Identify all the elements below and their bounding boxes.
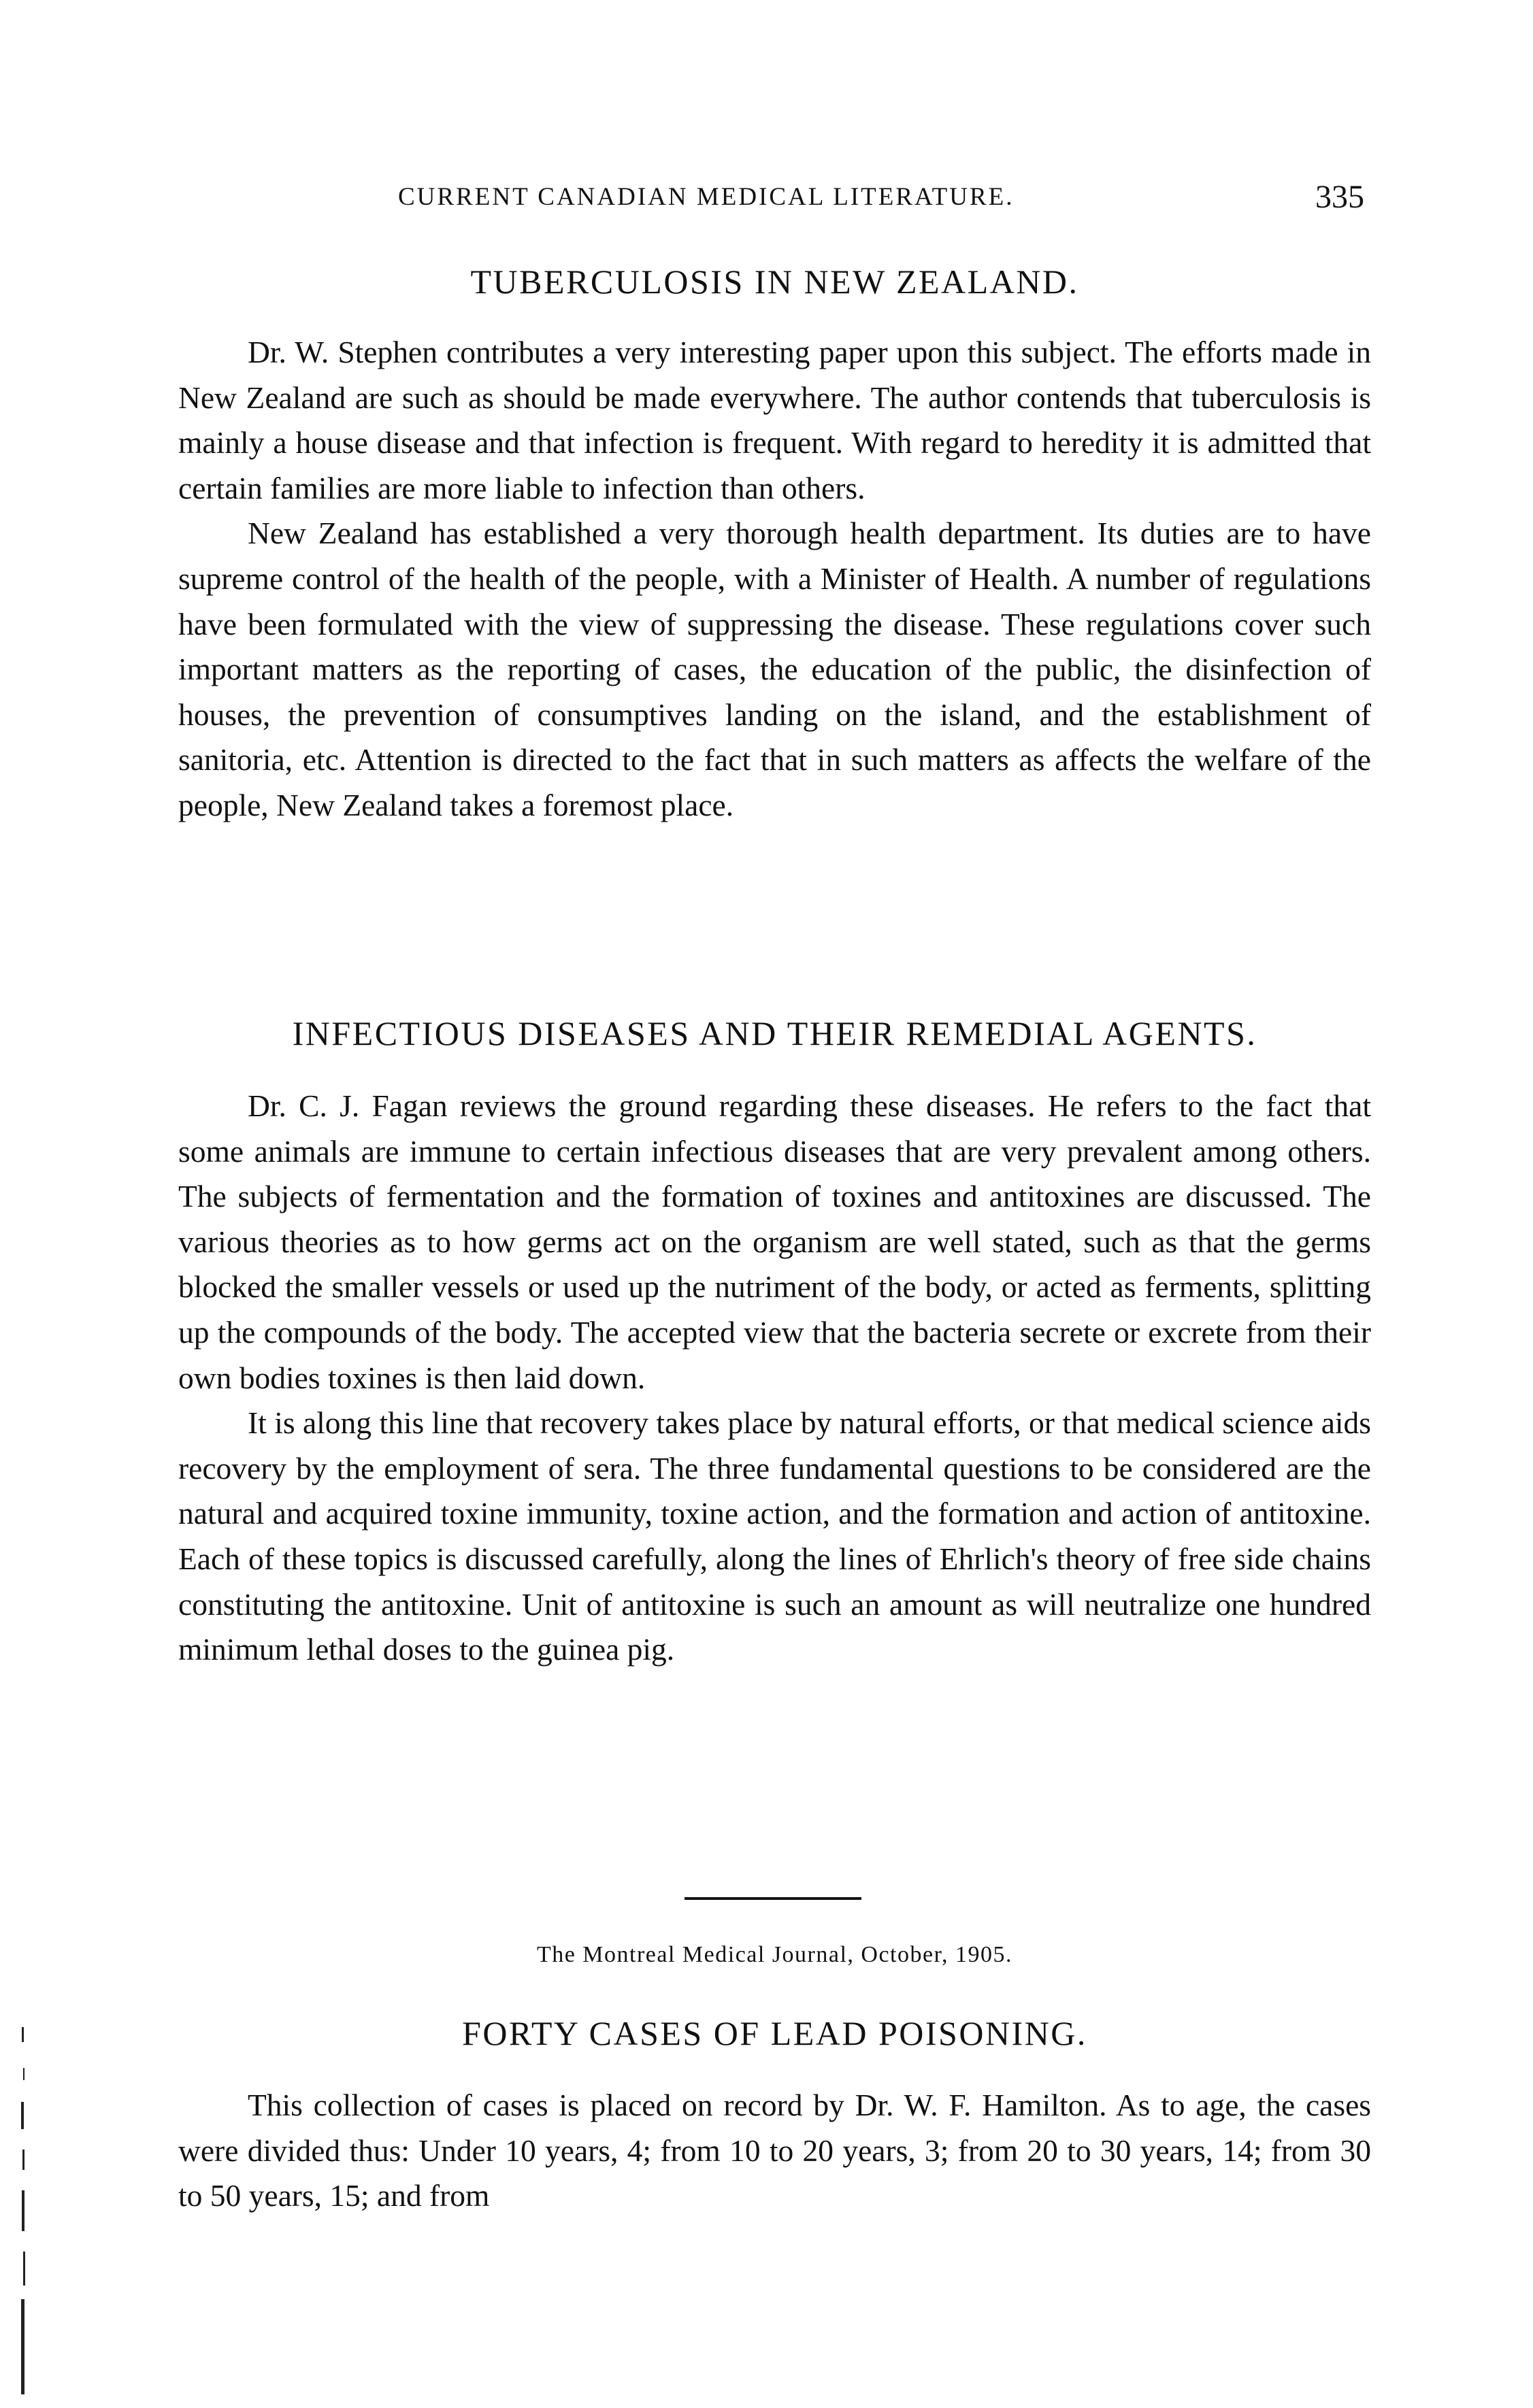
paragraph: Dr. W. Stephen contributes a very interesting paper upon this subject. The efforts made in New Zealand are such as should be made everywhere. The author contends that tuberculosis is mainly a house disease and that infection is frequent. With regard to heredity it is admitted that certain families are more liable to infection than others. [178, 335, 1371, 505]
section-body-lead-poisoning [178, 2083, 1371, 2219]
paragraph: It is along this line that recovery takes place by natural efforts, or that medical science aids recovery by the employment of sera. The three fundamental questions to be considered are the natural and acquired toxine immunity, toxine action, and the formation and action of antitoxine. Each of these topics is discussed carefully, along the lines of Ehrlich's theory of free side chains constituting the antitoxine. Unit of antitoxine is such an amount as will neutralize one hundred minimum lethal doses to the guinea pig. [178, 1405, 1371, 1667]
running-head: CURRENT CANADIAN MEDICAL LITERATURE. [398, 183, 1015, 211]
section-title-tuberculosis: TUBERCULOSIS IN NEW ZEALAND. [470, 263, 1079, 301]
journal-citation: The Montreal Medical Journal, October, 1905. [536, 1942, 1013, 1967]
section-body-infectious-diseases [178, 1084, 1371, 1673]
section-title-infectious-diseases: INFECTIOUS DISEASES AND THEIR REMEDIAL AGENTS. [292, 1014, 1257, 1052]
paragraph: Dr. C. J. Fagan reviews the ground regarding these diseases. He refers to the fact that some animals are immune to certain infectious diseases that are very prevalent among others. The subjects of fermentation and the formation of toxines and antitoxines are discussed. The various theories as to how germs act on the organism are well stated, such as that the germs blocked the smaller vessels or used up the nutriment of the body, or acted as ferments, splitting up the compounds of the body. The accepted view that the bacteria secrete or excrete from their own bodies toxines is then laid down. [178, 1088, 1371, 1395]
paragraph: This collection of cases is placed on record by Dr. W. F. Hamilton. As to age, the cases were divided thus: Under 10 years, 4; from 10 to 20 years, 3; from 20 to 30 years, 14; from 30 to 50 years, 15; and from [178, 2088, 1371, 2213]
section-divider [685, 1897, 861, 1900]
page-number: 335 [1315, 179, 1364, 215]
section-body-tuberculosis [178, 330, 1371, 829]
scan-edge-marks [19, 2027, 29, 2408]
page-header [398, 179, 1364, 223]
section-title-lead-poisoning: FORTY CASES OF LEAD POISONING. [462, 2014, 1087, 2052]
paragraph: New Zealand has established a very thorough health department. Its duties are to have supreme control of the health of the people, with a Minister of Health. A number of regulations have been formulated with the view of suppressing the disease. These regulations cover such important matters as the reporting of cases, the education of the public, the disinfection of houses, the prevention of consumptives landing on the island, and the establishment of sanitoria, etc. Attention is directed to the fact that in such matters as affects the welfare of the people, New Zealand takes a foremost place. [178, 516, 1371, 822]
